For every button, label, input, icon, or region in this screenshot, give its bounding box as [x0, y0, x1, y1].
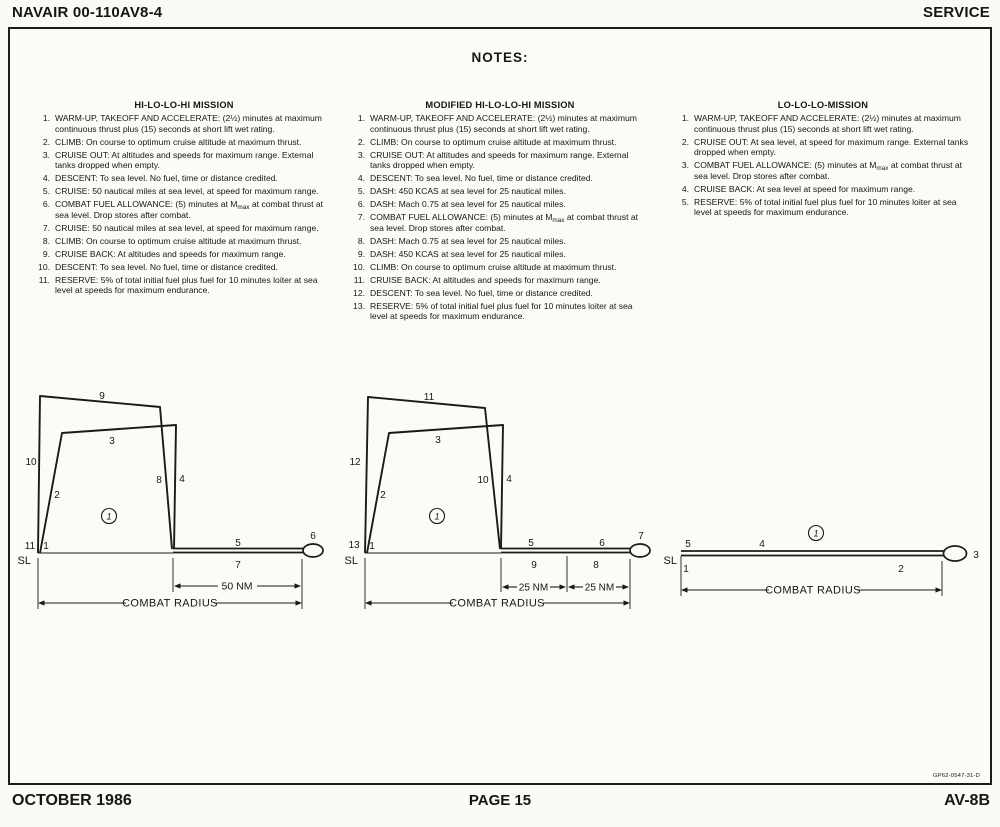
note-number: 9.: [42, 248, 50, 259]
note-item: [35, 199, 333, 220]
note-number: 9.: [357, 248, 365, 259]
note-number: 8.: [42, 235, 50, 246]
segment-label-10: 10: [25, 457, 37, 468]
note-number: 5.: [42, 186, 50, 197]
segment-label-11: 11: [423, 392, 435, 403]
dim-combat-radius-text: COMBAT RADIUS: [449, 597, 545, 610]
combat-loiter-ellipse: [303, 544, 323, 557]
note-number: 7.: [357, 212, 365, 223]
note-item: [350, 262, 650, 272]
note-number: 2.: [357, 136, 365, 147]
dim-arrowhead: [296, 600, 303, 605]
note-item: [674, 184, 972, 194]
dim-arrowhead: [936, 587, 943, 592]
note-item: [35, 223, 333, 233]
note-text: WARM-UP, TAKEOFF AND ACCELERATE: (2½) minutes at maximum continuous thrust plus (15) seconds at short lift wet rating.: [55, 113, 322, 134]
segment-label-11: 11: [24, 541, 36, 552]
note-text: CLIMB: On course to optimum cruise altitude at maximum thrust.: [55, 136, 302, 147]
mission-notes-column-modified-hi-lo-lo-hi: [350, 100, 650, 324]
segment-label-2: 2: [54, 490, 60, 501]
note-text: DASH: 450 KCAS at sea level for 25 nautical miles.: [370, 186, 566, 197]
segment-label-9: 9: [99, 391, 105, 402]
note-text: CRUISE: 50 nautical miles at sea level, at speed for maximum range.: [55, 186, 319, 197]
dim-25nm-right-text: 25 NM: [584, 582, 615, 594]
note-text: CRUISE: 50 nautical miles at sea level, at speed for maximum range.: [55, 222, 319, 233]
figure-code: GP62-0547-31-D: [933, 773, 980, 779]
segment-label-1: 1: [683, 564, 689, 575]
note-number: 1.: [357, 113, 365, 124]
note-item: [350, 275, 650, 285]
segment-label-3: 3: [109, 436, 115, 447]
segment-label-7: 7: [235, 560, 241, 571]
segment-label-4: 4: [759, 539, 765, 550]
note-number: 10.: [38, 261, 50, 272]
note-number: 2.: [681, 136, 689, 147]
dim-combat-radius-text: COMBAT RADIUS: [765, 584, 861, 597]
combat-loiter-ellipse: [630, 544, 650, 557]
area-callout-number: 1: [813, 528, 819, 539]
inner-profile-path: [40, 425, 176, 553]
note-text: COMBAT FUEL ALLOWANCE: (5) minutes at $M_{max}$ at combat thrust at sea level. Drop stores after combat.: [694, 160, 963, 181]
dim-50nm-text: 50 NM: [221, 580, 253, 593]
note-item: [350, 249, 650, 259]
dim-arrowhead: [623, 584, 630, 589]
segment-label-6: 6: [599, 538, 605, 549]
aircraft-model: AV-8B: [944, 792, 990, 809]
note-number: 7.: [42, 222, 50, 233]
note-item: [350, 288, 650, 298]
note-text: COMBAT FUEL ALLOWANCE: (5) minutes at $M_{max}$ at combat thrust at sea level. Drop stores after combat.: [370, 212, 639, 233]
note-text: RESERVE: 5% of total initial fuel plus fuel for 10 minutes loiter at sea level at speeds for maximum endurance.: [370, 300, 633, 322]
note-item: [35, 113, 333, 134]
note-item: [35, 186, 333, 196]
note-text: CRUISE OUT: At altitudes and speeds for maximum range. External tanks dropped when empty.: [370, 149, 629, 171]
note-item: [350, 212, 650, 233]
note-number: 11.: [38, 274, 50, 285]
segment-label-3: 3: [435, 435, 441, 446]
note-number: 3.: [357, 149, 365, 160]
note-item: [674, 137, 972, 158]
note-item: [35, 150, 333, 171]
note-text: DESCENT: To sea level. No fuel, time or distance credited.: [55, 173, 278, 184]
note-number: 12.: [353, 287, 365, 298]
note-item: [350, 113, 650, 134]
note-number: 13.: [353, 300, 365, 311]
segment-label-12: 12: [349, 457, 361, 468]
area-callout-number: 1: [106, 511, 112, 522]
note-text: CRUISE BACK: At altitudes and speeds for maximum range.: [370, 274, 601, 285]
note-number: 5.: [357, 186, 365, 197]
dim-arrowhead: [174, 583, 181, 588]
dim-arrowhead: [365, 600, 372, 605]
mission-profile-diagram-hi-lo-lo-hi: [15, 380, 325, 630]
note-text: DASH: Mach 0.75 at sea level for 25 nautical miles.: [370, 199, 566, 210]
segment-label-6: 6: [310, 531, 316, 542]
note-text: RESERVE: 5% of total initial fuel plus fuel for 10 minutes loiter at sea level at speeds for maximum endurance.: [55, 274, 318, 296]
dim-arrowhead: [502, 584, 509, 589]
dim-arrowhead: [568, 584, 575, 589]
dim-arrowhead: [38, 600, 45, 605]
note-item: [674, 160, 972, 181]
mission-notes-column-lo-lo-lo: [674, 100, 972, 220]
sea-level-label: SL: [344, 555, 358, 567]
segment-label-4: 4: [506, 474, 512, 485]
note-item: [35, 137, 333, 147]
note-number: 5.: [681, 196, 689, 207]
mission-title: MODIFIED HI-LO-LO-HI MISSION: [425, 100, 575, 110]
note-item: [674, 197, 972, 218]
mission-title: LO-LO-LO-MISSION: [777, 100, 869, 110]
mission-profile-diagram-modified-hi-lo-lo-hi: [345, 380, 675, 630]
outbound-return-hi-profile-path: [38, 396, 172, 553]
sea-level-label: SL: [663, 555, 677, 567]
segment-label-3: 3: [973, 550, 979, 561]
note-text: WARM-UP, TAKEOFF AND ACCELERATE: (2½) minutes at maximum continuous thrust plus (15) seconds at short lift wet rating.: [370, 113, 637, 134]
note-number: 6.: [357, 199, 365, 210]
publication-date: OCTOBER 1986: [12, 792, 132, 809]
segment-label-2: 2: [898, 564, 904, 575]
segment-label-7: 7: [638, 531, 644, 542]
note-item: [35, 173, 333, 183]
segment-label-5: 5: [235, 538, 241, 549]
segment-label-4: 4: [179, 474, 185, 485]
segment-label-8: 8: [593, 560, 599, 571]
note-number: 11.: [353, 274, 365, 285]
note-text: CRUISE OUT: At altitudes and speeds for maximum range. External tanks dropped when empty.: [55, 149, 314, 171]
note-number: 4.: [681, 183, 689, 194]
note-item: [35, 262, 333, 272]
note-number: 2.: [42, 136, 50, 147]
note-text: CRUISE BACK: At sea level at speed for maximum range.: [694, 183, 916, 194]
note-item: [350, 236, 650, 246]
note-number: 8.: [357, 235, 365, 246]
note-text: CRUISE OUT: At sea level, at speed for maximum range. External tanks dropped when empty.: [694, 136, 969, 158]
combat-loiter-ellipse: [944, 546, 967, 561]
segment-label-9: 9: [531, 560, 537, 571]
note-text: DESCENT: To sea level. No fuel, time or distance credited.: [55, 261, 278, 272]
note-item: [35, 275, 333, 296]
note-item: [35, 249, 333, 259]
note-item: [35, 236, 333, 246]
page-number: PAGE 15: [468, 792, 532, 809]
sea-level-label: SL: [17, 555, 31, 567]
mission-profile-diagram-lo-lo-lo: [655, 495, 1000, 610]
note-item: [350, 137, 650, 147]
note-text: RESERVE: 5% of total initial fuel plus fuel for 10 minutes loiter at sea level at speeds for maximum endurance.: [694, 196, 957, 218]
note-number: 4.: [42, 173, 50, 184]
note-text: CLIMB: On course to optimum cruise altitude at maximum thrust.: [370, 261, 617, 272]
segment-label-8: 8: [156, 475, 162, 486]
note-number: 4.: [357, 173, 365, 184]
note-number: 1.: [681, 113, 689, 124]
note-item: [350, 186, 650, 196]
mission-notes-column-hi-lo-lo-hi: [35, 100, 333, 298]
note-number: 3.: [681, 160, 689, 171]
note-item: [350, 199, 650, 209]
segment-label-1: 1: [43, 541, 49, 552]
document-number: NAVAIR 00-110AV8-4: [12, 4, 163, 21]
note-text: DESCENT: To sea level. No fuel, time or distance credited.: [370, 287, 593, 298]
note-text: DESCENT: To sea level. No fuel, time or distance credited.: [370, 173, 593, 184]
area-callout-number: 1: [434, 511, 440, 522]
notes-heading: NOTES:: [471, 50, 529, 65]
dim-arrowhead: [624, 600, 631, 605]
note-item: [350, 150, 650, 171]
segment-label-5: 5: [528, 538, 534, 549]
note-text: CLIMB: On course to optimum cruise altitude at maximum thrust.: [55, 235, 302, 246]
note-item: [350, 301, 650, 322]
dim-arrowhead: [560, 584, 567, 589]
segment-label-2: 2: [380, 490, 386, 501]
note-number: 3.: [42, 149, 50, 160]
mission-title: HI-LO-LO-HI MISSION: [134, 100, 234, 110]
note-item: [350, 173, 650, 183]
dim-combat-radius-text: COMBAT RADIUS: [122, 597, 218, 610]
note-text: DASH: 450 KCAS at sea level for 25 nautical miles.: [370, 248, 566, 259]
dim-25nm-left-text: 25 NM: [518, 582, 549, 594]
segment-label-1: 1: [369, 541, 375, 552]
note-number: 6.: [42, 199, 50, 210]
segment-label-10: 10: [477, 475, 489, 486]
service-label: SERVICE: [923, 4, 990, 21]
note-text: COMBAT FUEL ALLOWANCE: (5) minutes at $M_{max}$ at combat thrust at sea level. Drop stores after combat.: [55, 199, 324, 220]
note-text: CRUISE BACK: At altitudes and speeds for maximum range.: [55, 248, 286, 259]
dim-arrowhead: [681, 587, 688, 592]
segment-label-5: 5: [685, 539, 691, 550]
note-number: 10.: [353, 261, 365, 272]
note-item: [674, 113, 972, 134]
note-text: DASH: Mach 0.75 at sea level for 25 nautical miles.: [370, 235, 566, 246]
dim-arrowhead: [295, 583, 302, 588]
note-number: 1.: [42, 113, 50, 124]
note-text: WARM-UP, TAKEOFF AND ACCELERATE: (2½) minutes at maximum continuous thrust plus (15) seconds at short lift wet rating.: [694, 113, 961, 134]
segment-label-13: 13: [348, 540, 360, 551]
note-text: CLIMB: On course to optimum cruise altitude at maximum thrust.: [370, 136, 617, 147]
